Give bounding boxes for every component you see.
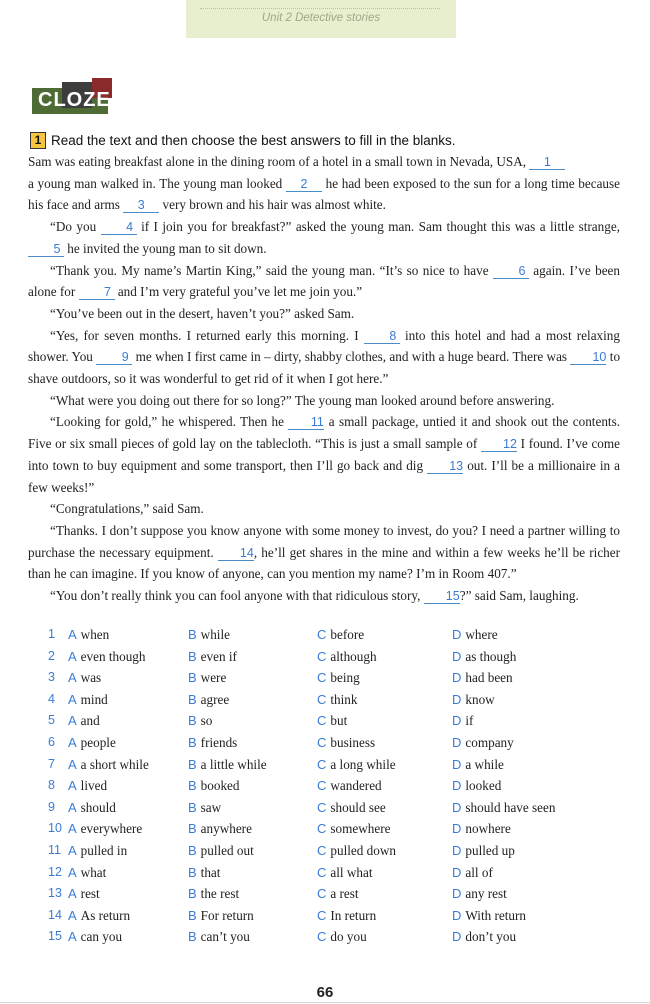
- question-number: 8: [48, 778, 55, 793]
- unit-title: Unit 2 Detective stories: [261, 12, 381, 24]
- passage-text: “Thank you. My name’s Martin King,” said the young man. “It’s so nice to have: [50, 262, 489, 278]
- option-d[interactable]: [452, 627, 498, 643]
- option-text: before: [330, 627, 365, 642]
- blank[interactable]: 15: [424, 589, 460, 604]
- option-c[interactable]: [317, 886, 359, 902]
- blank[interactable]: 12: [481, 437, 517, 452]
- option-letter: A: [68, 907, 77, 923]
- option-letter: C: [317, 907, 327, 923]
- option-c[interactable]: [317, 713, 347, 729]
- answer-options-list: [48, 627, 628, 951]
- option-text: was: [80, 670, 102, 686]
- passage-text: “Yes, for seven months. I returned early this morning. I: [50, 327, 359, 343]
- option-text: a long while: [330, 756, 396, 772]
- blank[interactable]: 4: [101, 220, 137, 235]
- question-number: 15: [48, 929, 62, 944]
- option-letter: B: [188, 886, 197, 902]
- blank[interactable]: 3: [123, 198, 159, 213]
- option-text: agree: [200, 691, 230, 707]
- option-text: know: [465, 691, 495, 707]
- question-number: 2: [48, 648, 55, 663]
- option-letter: C: [317, 670, 327, 686]
- passage-text: “You don’t really think you can fool anyone with that ridiculous story,: [50, 588, 421, 604]
- option-text: lived: [80, 778, 108, 794]
- option-letter: D: [452, 799, 462, 815]
- option-letter: C: [317, 648, 327, 664]
- option-row: [48, 670, 628, 692]
- question-number: 6: [48, 734, 55, 749]
- option-text: For return: [200, 907, 254, 923]
- blank[interactable]: 6: [493, 264, 529, 279]
- option-b[interactable]: [188, 821, 252, 837]
- paragraph: [28, 411, 620, 498]
- option-d[interactable]: [452, 843, 515, 859]
- question-number: 12: [48, 864, 62, 879]
- option-text: a rest: [330, 886, 359, 902]
- option-text: even though: [80, 648, 146, 664]
- option-letter: B: [188, 648, 197, 664]
- option-letter: A: [68, 864, 77, 880]
- option-letter: C: [317, 864, 327, 880]
- paragraph: [28, 390, 620, 412]
- option-row: [48, 713, 628, 735]
- option-row: [48, 800, 628, 822]
- option-text: the rest: [200, 886, 240, 902]
- cloze-logo: [32, 78, 112, 116]
- option-letter: D: [452, 821, 462, 837]
- option-c[interactable]: [317, 649, 377, 665]
- passage-text: Sam was eating breakfast alone in the dining room of a hotel in a small town in Nevada, USA,: [28, 154, 527, 169]
- option-letter: B: [188, 821, 197, 837]
- option-text: a short while: [80, 756, 149, 772]
- option-text: nowhere: [465, 821, 511, 837]
- option-letter: D: [452, 713, 462, 729]
- option-d[interactable]: [452, 821, 511, 837]
- passage-text: “Thanks. I don’t suppose you know anyone with some money to invest, do you? I need a partner willing to purchase the necessary equipment.: [28, 522, 620, 560]
- option-letter: B: [188, 864, 197, 880]
- passage-text: a young man walked in. The young man looked: [28, 175, 283, 191]
- passage-text: “Do you: [50, 219, 97, 235]
- passage-text: he invited the young man to sit down.: [67, 240, 267, 256]
- option-text: a little while: [200, 756, 267, 772]
- option-c[interactable]: [317, 692, 358, 708]
- option-a[interactable]: [68, 821, 142, 837]
- option-text: when: [80, 627, 110, 642]
- option-text: if: [465, 713, 474, 729]
- option-letter: B: [188, 799, 197, 815]
- option-letter: C: [317, 756, 327, 772]
- option-b[interactable]: [188, 735, 237, 751]
- paragraph: [28, 303, 620, 325]
- passage-text: very brown and his hair was almost white.: [162, 197, 386, 213]
- option-c[interactable]: [317, 800, 386, 816]
- paragraph: [28, 260, 620, 303]
- option-text: should have seen: [465, 799, 556, 815]
- option-text: people: [80, 734, 116, 750]
- option-c[interactable]: [317, 865, 373, 881]
- option-c[interactable]: [317, 670, 360, 686]
- option-text: all of: [465, 864, 493, 880]
- option-letter: C: [317, 778, 327, 794]
- blank[interactable]: 10: [570, 350, 606, 365]
- option-text: being: [330, 670, 360, 686]
- passage-text: a small package, untied it and shook out the contents. Five or six small pieces of gold lay on the tablecloth. “This is just a small sample of: [28, 414, 621, 452]
- option-letter: B: [188, 691, 197, 707]
- option-letter: B: [188, 734, 197, 750]
- question-number: 11: [48, 842, 61, 857]
- option-a[interactable]: [68, 692, 108, 708]
- option-a[interactable]: [68, 649, 146, 665]
- blank[interactable]: 11: [288, 415, 324, 430]
- option-text: looked: [465, 778, 502, 794]
- option-d[interactable]: [452, 713, 473, 729]
- option-row: [48, 627, 628, 649]
- option-letter: A: [68, 670, 77, 686]
- option-text: friends: [200, 734, 238, 750]
- passage-text: he had been exposed to the sun for a long time because his face and arms: [28, 175, 621, 213]
- option-a[interactable]: [68, 778, 107, 794]
- option-letter: B: [188, 929, 197, 945]
- option-text: where: [465, 627, 498, 642]
- option-text: anywhere: [200, 821, 252, 837]
- option-a[interactable]: [68, 843, 127, 859]
- option-text: somewhere: [330, 821, 391, 837]
- passage-text: into this hotel and had a most relaxing shower. You: [28, 327, 620, 365]
- option-b[interactable]: [188, 757, 267, 773]
- option-text: and: [80, 713, 100, 729]
- option-letter: D: [452, 864, 462, 880]
- option-d[interactable]: [452, 692, 495, 708]
- cloze-passage: [28, 151, 620, 607]
- option-letter: B: [188, 670, 197, 686]
- question-number: 13: [48, 886, 62, 901]
- option-text: pulled up: [465, 842, 515, 858]
- option-letter: A: [68, 929, 77, 945]
- option-letter: D: [452, 691, 462, 707]
- option-text: as though: [465, 648, 517, 664]
- option-letter: C: [317, 799, 327, 815]
- option-text: were: [200, 670, 227, 686]
- option-text: all what: [330, 864, 373, 880]
- option-a[interactable]: [68, 908, 130, 924]
- option-text: while: [200, 627, 230, 642]
- option-text: should see: [330, 799, 386, 815]
- passage-text: “What were you doing out there for so long?” The young man looked around before answering.: [50, 392, 555, 408]
- option-text: wandered: [330, 778, 382, 794]
- option-text: In return: [330, 907, 377, 923]
- option-a[interactable]: [68, 800, 116, 816]
- option-c[interactable]: [317, 778, 382, 794]
- option-b[interactable]: [188, 800, 221, 816]
- option-text: so: [200, 713, 213, 729]
- option-letter: D: [452, 907, 462, 923]
- option-c[interactable]: [317, 929, 367, 945]
- option-text: everywhere: [80, 821, 143, 837]
- option-text: pulled down: [330, 842, 396, 858]
- option-letter: D: [452, 778, 462, 794]
- option-a[interactable]: [68, 670, 101, 686]
- option-row: [48, 929, 628, 951]
- option-text: any rest: [465, 886, 507, 902]
- option-row: [48, 821, 628, 843]
- option-d[interactable]: [452, 800, 555, 816]
- option-text: pulled in: [80, 842, 128, 858]
- passage-text: again. I’ve been alone for: [28, 262, 620, 300]
- option-text: but: [330, 713, 348, 729]
- option-text: With return: [465, 907, 527, 923]
- option-letter: A: [68, 648, 77, 664]
- option-c[interactable]: [317, 757, 396, 773]
- option-letter: D: [452, 627, 462, 642]
- question-number: 10: [48, 821, 62, 836]
- blank[interactable]: 2: [286, 177, 322, 192]
- option-b[interactable]: [188, 843, 254, 859]
- option-text: do you: [330, 929, 367, 945]
- option-b[interactable]: [188, 627, 230, 643]
- option-letter: A: [68, 799, 77, 815]
- option-letter: C: [317, 691, 327, 707]
- option-letter: D: [452, 886, 462, 902]
- option-c[interactable]: [317, 627, 364, 643]
- option-d[interactable]: [452, 735, 514, 751]
- paragraph: [28, 325, 620, 390]
- option-a[interactable]: [68, 757, 149, 773]
- blank[interactable]: 14: [218, 546, 254, 561]
- option-letter: A: [68, 778, 77, 794]
- instruction-text: Read the text and then choose the best answers to fill in the blanks.: [51, 133, 456, 148]
- option-row: [48, 778, 628, 800]
- cloze-logo-text: CLOZE: [38, 89, 111, 111]
- option-b[interactable]: [188, 692, 229, 708]
- passage-text: “Looking for gold,” he whispered. Then he: [50, 414, 284, 430]
- option-text: can you: [80, 929, 123, 945]
- option-d[interactable]: [452, 778, 501, 794]
- option-text: what: [80, 864, 107, 880]
- option-letter: D: [452, 842, 462, 858]
- option-d[interactable]: [452, 757, 504, 773]
- option-text: company: [465, 734, 514, 750]
- option-row: [48, 757, 628, 779]
- option-b[interactable]: [188, 778, 240, 794]
- exercise-instruction: [30, 132, 456, 149]
- question-number: 9: [48, 799, 55, 814]
- option-letter: B: [188, 778, 197, 794]
- option-text: As return: [80, 907, 131, 923]
- option-text: booked: [200, 778, 240, 794]
- option-letter: A: [68, 842, 77, 858]
- blank[interactable]: 1: [529, 155, 565, 170]
- option-b[interactable]: [188, 670, 226, 686]
- passage-text: out. I’ll be a millionaire in a few weeks!”: [28, 457, 621, 495]
- option-letter: A: [68, 886, 77, 902]
- option-c[interactable]: [317, 821, 390, 837]
- paragraph: [28, 585, 620, 607]
- option-text: rest: [80, 886, 100, 902]
- option-letter: D: [452, 929, 462, 945]
- option-text: although: [330, 648, 377, 664]
- paragraph: [28, 520, 620, 585]
- option-d[interactable]: [452, 929, 516, 945]
- option-a[interactable]: [68, 929, 122, 945]
- option-row: [48, 692, 628, 714]
- option-text: mind: [80, 691, 108, 707]
- passage-text: to shave outdoors, so it was wonderful to get rid of it when I got here.”: [28, 349, 621, 387]
- option-letter: D: [452, 648, 462, 664]
- option-letter: A: [68, 713, 77, 729]
- passage-text: me when I first came in – dirty, shabby clothes, and with a huge beard. There was: [135, 349, 568, 365]
- question-number: 1: [48, 627, 55, 641]
- blank[interactable]: 5: [28, 242, 64, 257]
- question-number: 4: [48, 691, 55, 706]
- option-letter: A: [68, 821, 77, 837]
- option-c[interactable]: [317, 843, 396, 859]
- passage-text: and I’m very grateful you’ve let me join you.”: [117, 284, 363, 300]
- question-number: 5: [48, 713, 55, 728]
- option-row: [48, 886, 628, 908]
- option-c[interactable]: [317, 908, 376, 924]
- option-letter: D: [452, 670, 462, 686]
- option-letter: A: [68, 691, 77, 707]
- passage-text: I found. I’ve come into town to buy equipment and some transport, then I’ll go back and dig: [28, 436, 621, 473]
- option-letter: A: [68, 627, 77, 642]
- option-letter: B: [188, 842, 197, 858]
- paragraph: [28, 151, 620, 216]
- option-letter: B: [188, 713, 197, 729]
- option-text: that: [200, 864, 221, 880]
- passage-text: “You’ve been out in the desert, haven’t you?” asked Sam.: [50, 305, 355, 321]
- option-a[interactable]: [68, 865, 106, 881]
- option-text: saw: [200, 799, 222, 815]
- option-letter: B: [188, 627, 197, 642]
- option-b[interactable]: [188, 908, 254, 924]
- option-a[interactable]: [68, 713, 100, 729]
- option-text: don’t you: [465, 929, 517, 945]
- option-text: had been: [465, 670, 513, 686]
- option-row: [48, 908, 628, 930]
- option-d[interactable]: [452, 865, 493, 881]
- paragraph: [28, 216, 620, 259]
- option-letter: B: [188, 907, 197, 923]
- blank[interactable]: 7: [79, 285, 115, 300]
- option-text: business: [330, 734, 376, 750]
- option-b[interactable]: [188, 886, 239, 902]
- option-letter: A: [68, 756, 77, 772]
- page-bottom-rule: [0, 1002, 650, 1003]
- option-letter: C: [317, 821, 327, 837]
- option-letter: C: [317, 842, 327, 858]
- option-c[interactable]: [317, 735, 375, 751]
- option-row: [48, 843, 628, 865]
- passage-text: “Congratulations,” said Sam.: [50, 501, 204, 517]
- blank[interactable]: 13: [427, 459, 463, 474]
- option-b[interactable]: [188, 713, 212, 729]
- option-text: can’t you: [200, 929, 250, 945]
- option-b[interactable]: [188, 865, 220, 881]
- option-letter: C: [317, 886, 327, 902]
- option-d[interactable]: [452, 670, 513, 686]
- option-letter: C: [317, 627, 327, 642]
- option-letter: D: [452, 756, 462, 772]
- option-text: even if: [200, 648, 237, 664]
- option-letter: C: [317, 734, 327, 750]
- option-letter: C: [317, 713, 327, 729]
- option-b[interactable]: [188, 649, 237, 665]
- option-d[interactable]: [452, 649, 516, 665]
- option-a[interactable]: [68, 886, 100, 902]
- option-letter: A: [68, 734, 77, 750]
- option-a[interactable]: [68, 627, 109, 643]
- option-letter: B: [188, 756, 197, 772]
- blank[interactable]: 8: [364, 329, 400, 344]
- passage-text: if I join you for breakfast?” asked the young man. Sam thought this was a little strange,: [141, 219, 620, 235]
- question-number: 3: [48, 670, 55, 685]
- passage-text: ?” said Sam, laughing.: [459, 588, 579, 604]
- option-letter: D: [452, 734, 462, 750]
- option-row: [48, 865, 628, 887]
- page-number: 66: [316, 984, 334, 1001]
- option-a[interactable]: [68, 735, 116, 751]
- option-row: [48, 735, 628, 757]
- question-number: 7: [48, 756, 55, 771]
- option-text: a while: [465, 756, 504, 772]
- exercise-number: 1: [30, 132, 46, 149]
- paragraph: [28, 498, 620, 520]
- option-text: should: [80, 799, 116, 815]
- option-b[interactable]: [188, 929, 250, 945]
- question-number: 14: [48, 907, 62, 922]
- header-divider: [200, 8, 440, 9]
- option-row: [48, 649, 628, 671]
- option-d[interactable]: [452, 886, 507, 902]
- blank[interactable]: 9: [96, 350, 132, 365]
- passage-text: , he’ll get shares in the mine and within a few weeks he’ll be richer than he can imagine. If you know of anyone, can you mention my name? I’m in Room 407.”: [28, 544, 621, 582]
- option-letter: C: [317, 929, 327, 945]
- option-d[interactable]: [452, 908, 526, 924]
- option-text: pulled out: [200, 842, 254, 858]
- option-text: think: [330, 691, 358, 707]
